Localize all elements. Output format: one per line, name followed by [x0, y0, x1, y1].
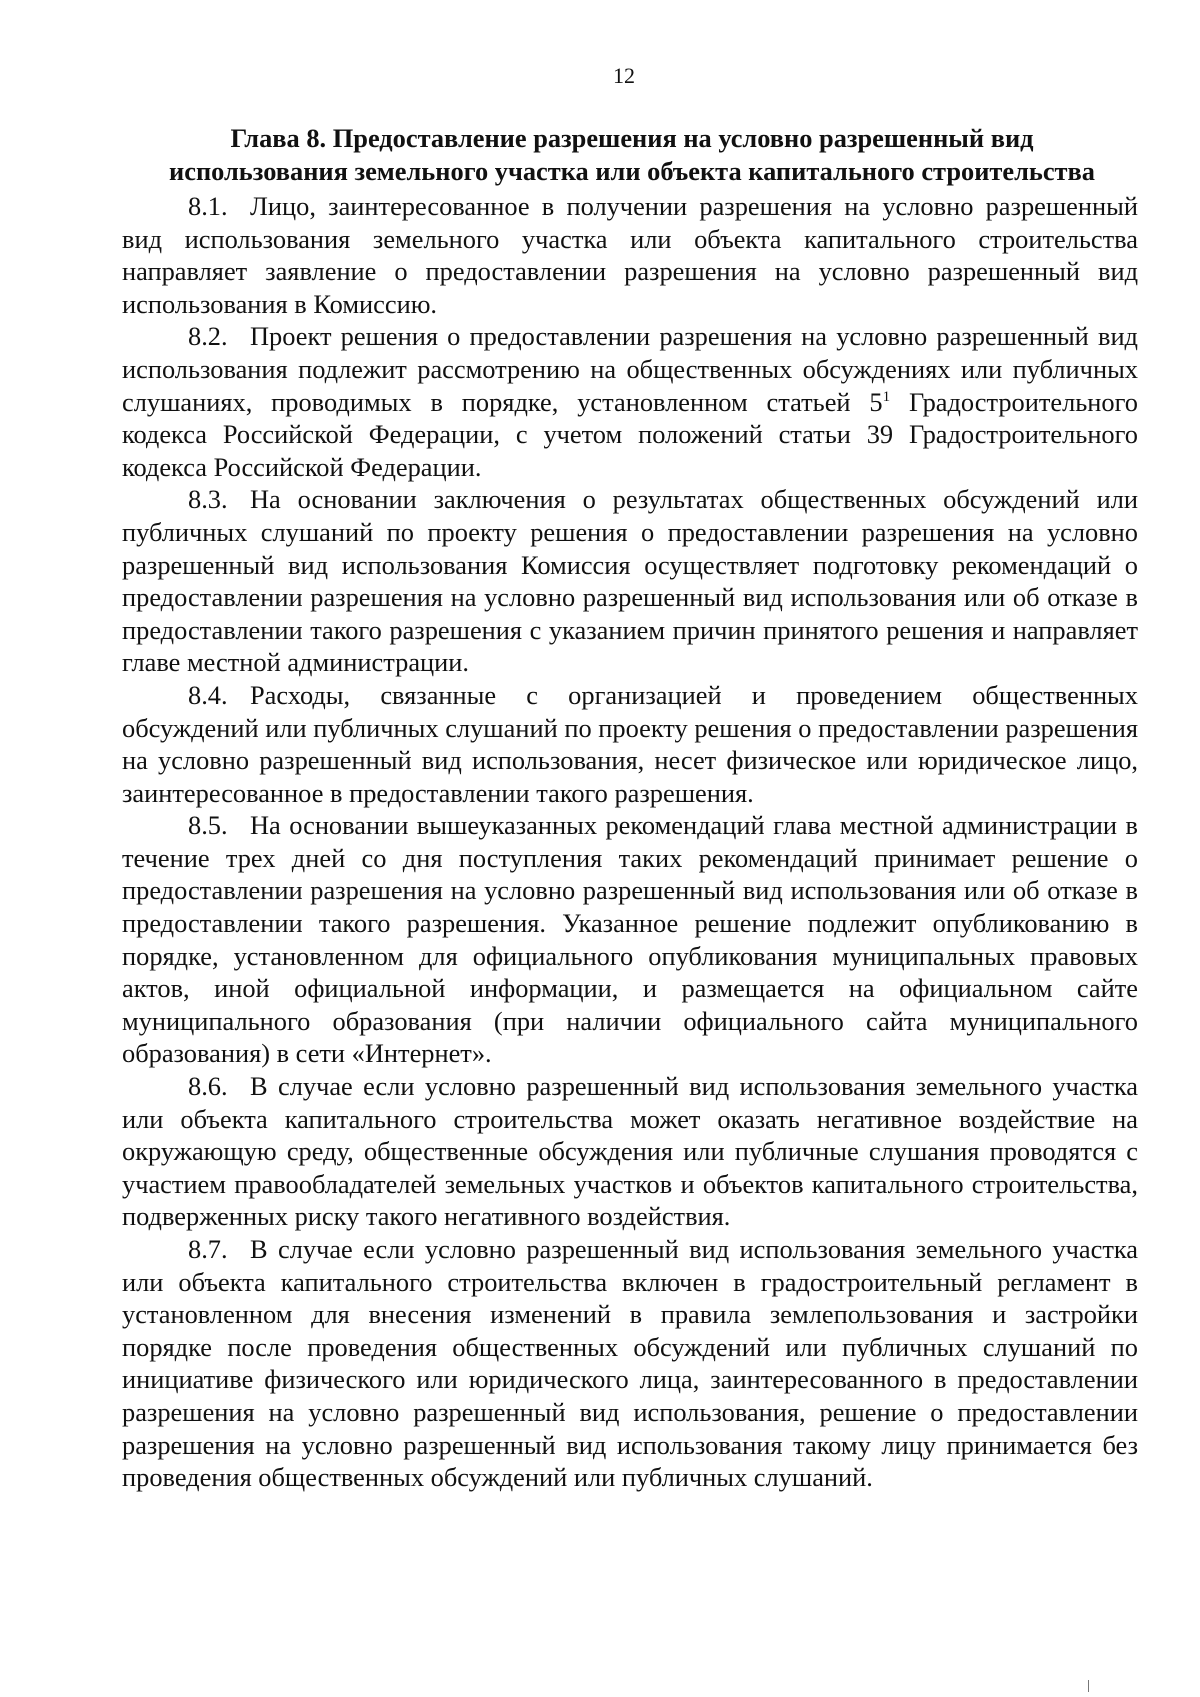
paragraph-text: На основании заключения о результатах общественных обсуждений или публичных слушаний по проекту решения о предоставлении разрешения на условно разрешенный вид использования Комиссия осуществляет подготовку рекомендаций о предоставлении разрешения на условно разрешенный вид использования или об отказе в предоставлении такого разрешения с указанием причин принятого решения и направляет главе местной администрации. [122, 484, 1138, 678]
paragraph-8-7 [122, 1233, 1138, 1494]
paragraph-number: 8.7. [188, 1234, 228, 1264]
paragraph-number: 8.6. [188, 1071, 228, 1102]
chapter-heading-line-1: Глава 8. Предоставление разрешения на условно разрешенный вид [230, 123, 1034, 153]
paragraph-8-6 [122, 1070, 1138, 1233]
paragraph-number: 8.3. [188, 484, 228, 515]
paragraph-number: 8.5. [188, 810, 228, 841]
paragraph-text: В случае если условно разрешенный вид использования земельного участка или объекта капитального строительства может оказать негативное воздействие на окружающую среду, общественные обсуждения или публичные слушания проводятся с участием правообладателей земельных участков и объектов капитального строительства, подверженных риску такого негативного воздействия. [122, 1071, 1138, 1232]
paragraph-8-3 [122, 483, 1138, 679]
paragraph-text: Проект решения о предоставлении разрешения на условно разрешенный вид использования подлежит рассмотрению на общественных обсуждениях или публичных слушаниях, проводимых в порядке, установленном статьей 5 [122, 321, 1138, 417]
paragraph-8-2 [122, 320, 1138, 483]
paragraph-number: 8.4. [188, 679, 228, 710]
chapter-heading [127, 122, 1137, 188]
paragraph-text: Лицо, заинтересованное в получении разрешения на условно разрешенный вид использования земельного участка или объекта капитального строительства направляет заявление о предоставлении разрешения на условно разрешенный вид использования в Комиссию. [122, 191, 1138, 319]
paragraph-8-5 [122, 809, 1138, 1070]
superscript-1: 1 [882, 388, 891, 405]
paragraph-8-4 [122, 679, 1138, 809]
paragraph-text: Расходы, связанные с организацией и проведением общественных обсуждений или публичных слушаний по проекту решения о предоставлении разрешения на условно разрешенный вид использования, несет физическое или юридическое лицо, заинтересованное в предоставлении такого разрешения. [122, 679, 1138, 808]
paragraph-text: На основании вышеуказанных рекомендаций глава местной администрации в течение трех дней со дня поступления таких рекомендаций принимает решение о предоставлении разрешения на условно разрешенный вид использования или об отказе в предоставлении такого разрешения. Указанное решение подлежит опубликованию в порядке, установленном для официального опубликования муниципальных правовых актов, иной официальной информации, и размещается на официальном сайте муниципального образования (при наличии официального сайта муниципального образования) в сети «Интернет». [122, 810, 1138, 1069]
paragraph-text-continued: Градостроительного кодекса Российской Федерации, с учетом положений статьи 39 Градостроительного кодекса Российской Федерации. [122, 386, 1138, 482]
chapter-body [122, 190, 1138, 1494]
paragraph-8-1 [122, 190, 1138, 320]
paragraph-number: 8.2. [188, 321, 228, 352]
paragraph-number: 8.1. [188, 191, 228, 221]
page-number: 12 [613, 63, 635, 88]
paragraph-text: В случае если условно разрешенный вид использования земельного участка или объекта капитального строительства включен в градостроительный регламент в установленном для внесения изменений в правила землепользования и застройки порядке после проведения общественных обсуждений или публичных слушаний по инициативе физического или юридического лица, заинтересованного в предоставлении разрешения на условно разрешенный вид использования, решение о предоставлении разрешения на условно разрешенный вид использования такому лицу принимается без проведения общественных обсуждений или публичных слушаний. [122, 1234, 1138, 1493]
scan-mark [1088, 1680, 1089, 1692]
chapter-heading-line-2: использования земельного участка или объекта капитального строительства [169, 156, 1095, 186]
